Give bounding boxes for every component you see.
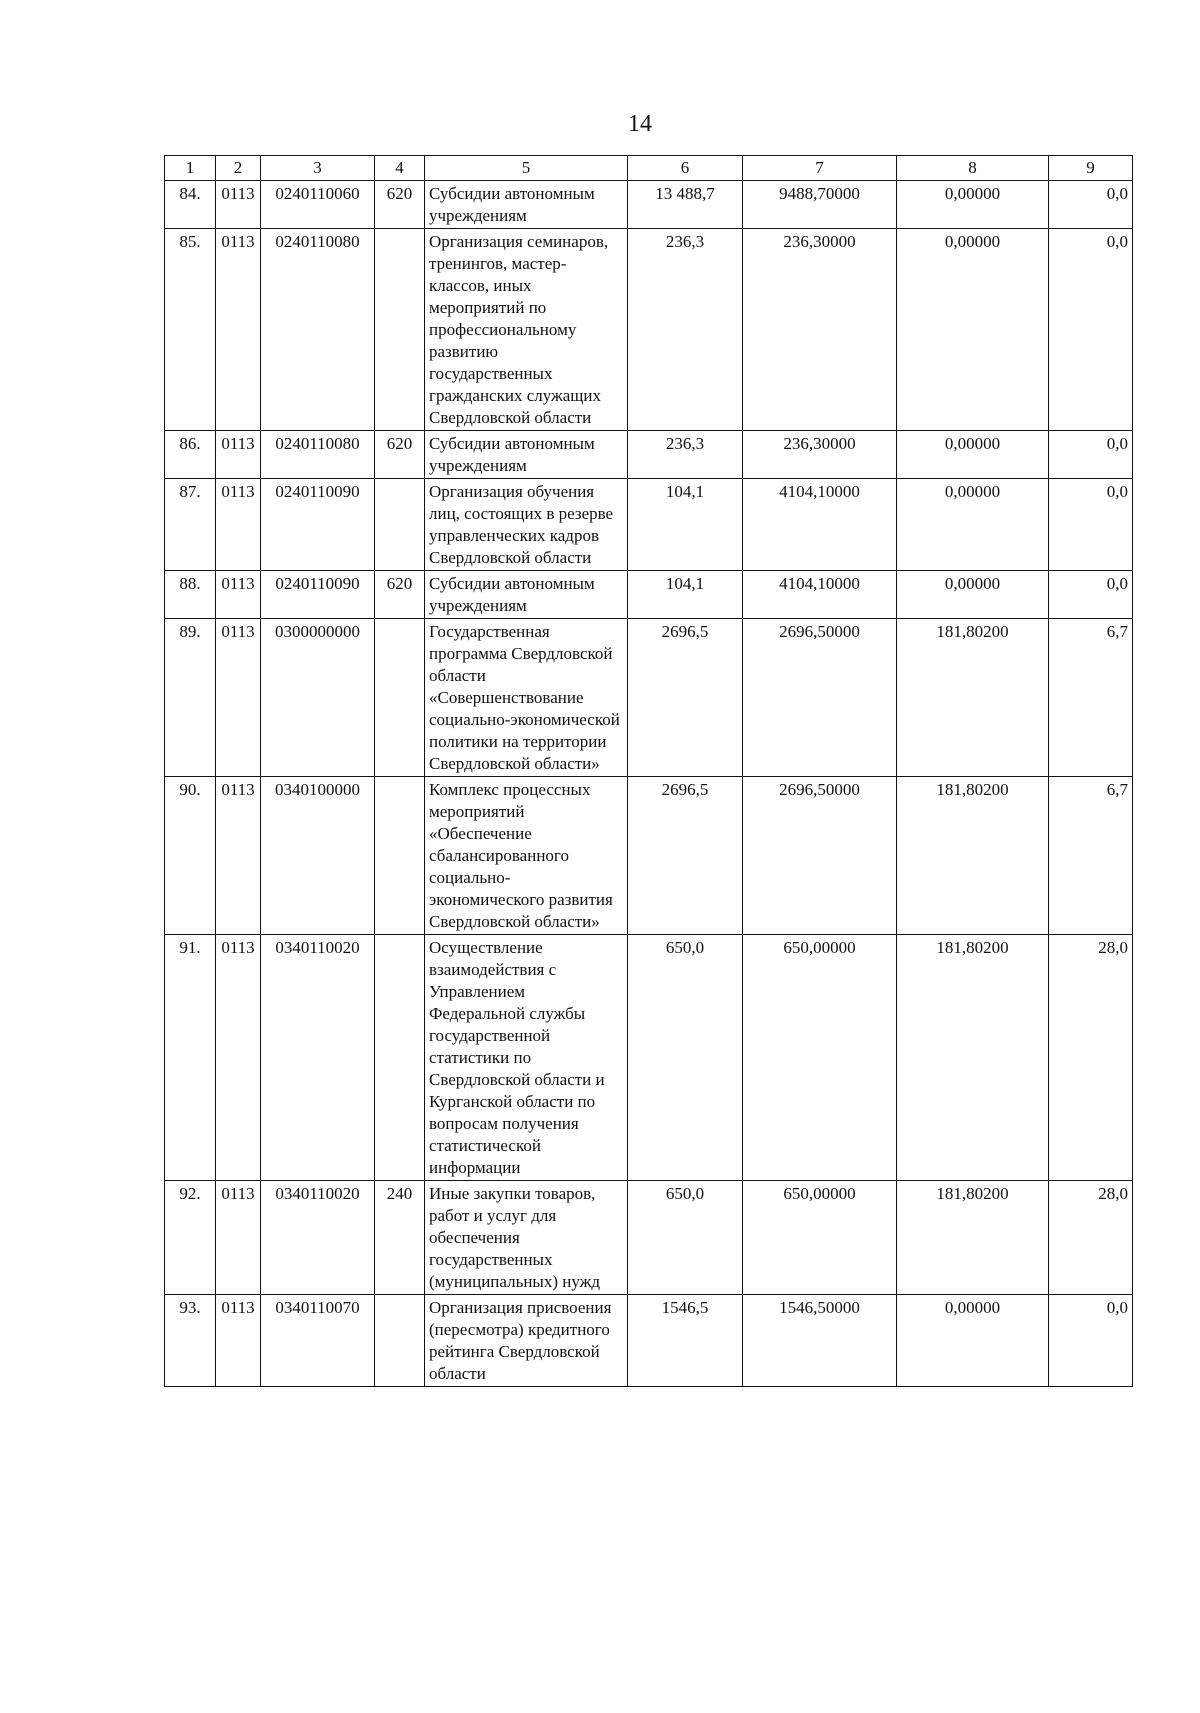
expense-name-cell: Комплекс процессных мероприятий «Обеспечение сбалансированного социально-экономического развития Свердловской области» [425,777,628,935]
col-header: 8 [897,156,1049,181]
target-article-code-cell: 0300000000 [261,619,375,777]
section-code-cell: 0113 [216,619,261,777]
execution-percent-cell: 6,7 [1049,619,1133,777]
section-code-cell: 0113 [216,777,261,935]
table-row [165,1181,1133,1295]
executed-amount-cell: 181,80200 [897,1181,1049,1295]
expense-type-code-cell [375,777,425,935]
executed-amount-cell: 0,00000 [897,571,1049,619]
col-header: 7 [743,156,897,181]
approved-amount-cell: 104,1 [628,571,743,619]
section-code-cell: 0113 [216,1295,261,1387]
approved-amount-cell: 2696,5 [628,619,743,777]
approved-amount-cell: 13 488,7 [628,181,743,229]
row-number-cell: 92. [165,1181,216,1295]
planned-amount-cell: 4104,10000 [743,479,897,571]
row-number-cell: 88. [165,571,216,619]
planned-amount-cell: 2696,50000 [743,777,897,935]
table-header-row [165,156,1133,181]
section-code-cell: 0113 [216,479,261,571]
approved-amount-cell: 2696,5 [628,777,743,935]
execution-percent-cell: 0,0 [1049,571,1133,619]
target-article-code-cell: 0340110020 [261,935,375,1181]
executed-amount-cell: 181,80200 [897,777,1049,935]
executed-amount-cell: 0,00000 [897,181,1049,229]
target-article-code-cell: 0240110080 [261,229,375,431]
table-row [165,619,1133,777]
execution-percent-cell: 0,0 [1049,431,1133,479]
execution-percent-cell: 28,0 [1049,935,1133,1181]
planned-amount-cell: 650,00000 [743,1181,897,1295]
expense-name-cell: Организация присвоения (пересмотра) кредитного рейтинга Свердловской области [425,1295,628,1387]
expense-name-cell: Субсидии автономным учреждениям [425,181,628,229]
col-header: 9 [1049,156,1133,181]
section-code-cell: 0113 [216,571,261,619]
executed-amount-cell: 0,00000 [897,229,1049,431]
target-article-code-cell: 0340110020 [261,1181,375,1295]
target-article-code-cell: 0340100000 [261,777,375,935]
planned-amount-cell: 4104,10000 [743,571,897,619]
expense-type-code-cell: 620 [375,431,425,479]
approved-amount-cell: 236,3 [628,431,743,479]
executed-amount-cell: 181,80200 [897,935,1049,1181]
page-number-text: 14 [628,111,652,137]
approved-amount-cell: 236,3 [628,229,743,431]
section-code-cell: 0113 [216,431,261,479]
row-number-cell: 93. [165,1295,216,1387]
execution-percent-cell: 0,0 [1049,479,1133,571]
expense-name-cell: Иные закупки товаров, работ и услуг для обеспечения государственных (муниципальных) нужд [425,1181,628,1295]
planned-amount-cell: 236,30000 [743,229,897,431]
expense-type-code-cell: 620 [375,181,425,229]
section-code-cell: 0113 [216,935,261,1181]
executed-amount-cell: 0,00000 [897,479,1049,571]
executed-amount-cell: 0,00000 [897,431,1049,479]
expense-name-cell: Субсидии автономным учреждениям [425,571,628,619]
page-number [0,110,1200,138]
expense-type-code-cell [375,935,425,1181]
target-article-code-cell: 0240110080 [261,431,375,479]
table-row [165,229,1133,431]
col-header: 1 [165,156,216,181]
row-number-cell: 87. [165,479,216,571]
row-number-cell: 84. [165,181,216,229]
col-header: 4 [375,156,425,181]
target-article-code-cell: 0340110070 [261,1295,375,1387]
col-header: 5 [425,156,628,181]
execution-percent-cell: 0,0 [1049,1295,1133,1387]
row-number-cell: 91. [165,935,216,1181]
expense-name-cell: Субсидии автономным учреждениям [425,431,628,479]
section-code-cell: 0113 [216,229,261,431]
expense-type-code-cell [375,479,425,571]
planned-amount-cell: 236,30000 [743,431,897,479]
planned-amount-cell: 9488,70000 [743,181,897,229]
expense-type-code-cell [375,619,425,777]
expense-type-code-cell [375,1295,425,1387]
planned-amount-cell: 2696,50000 [743,619,897,777]
planned-amount-cell: 650,00000 [743,935,897,1181]
approved-amount-cell: 104,1 [628,479,743,571]
expense-name-cell: Организация семинаров, тренингов, мастер-классов, иных мероприятий по профессиональному развитию государственных гражданских служащих Свердловской области [425,229,628,431]
executed-amount-cell: 181,80200 [897,619,1049,777]
execution-percent-cell: 28,0 [1049,1181,1133,1295]
execution-percent-cell: 0,0 [1049,181,1133,229]
expense-name-cell: Государственная программа Свердловской области «Совершенствование социально-экономической политики на территории Свердловской области» [425,619,628,777]
execution-percent-cell: 6,7 [1049,777,1133,935]
table-row [165,777,1133,935]
table-row [165,935,1133,1181]
approved-amount-cell: 1546,5 [628,1295,743,1387]
planned-amount-cell: 1546,50000 [743,1295,897,1387]
execution-percent-cell: 0,0 [1049,229,1133,431]
row-number-cell: 86. [165,431,216,479]
executed-amount-cell: 0,00000 [897,1295,1049,1387]
row-number-cell: 89. [165,619,216,777]
expense-type-code-cell [375,229,425,431]
section-code-cell: 0113 [216,1181,261,1295]
budget-table [164,155,1133,1387]
table-row [165,479,1133,571]
row-number-cell: 85. [165,229,216,431]
target-article-code-cell: 0240110090 [261,479,375,571]
table-row [165,431,1133,479]
row-number-cell: 90. [165,777,216,935]
expense-name-cell: Осуществление взаимодействия с Управлением Федеральной службы государственной статистики по Свердловской области и Курганской области по вопросам получения статистической информации [425,935,628,1181]
expense-name-cell: Организация обучения лиц, состоящих в резерве управленческих кадров Свердловской области [425,479,628,571]
expense-type-code-cell: 620 [375,571,425,619]
col-header: 2 [216,156,261,181]
approved-amount-cell: 650,0 [628,1181,743,1295]
col-header: 6 [628,156,743,181]
expense-type-code-cell: 240 [375,1181,425,1295]
col-header: 3 [261,156,375,181]
table-row [165,571,1133,619]
approved-amount-cell: 650,0 [628,935,743,1181]
section-code-cell: 0113 [216,181,261,229]
table-row [165,1295,1133,1387]
target-article-code-cell: 0240110060 [261,181,375,229]
table-row [165,181,1133,229]
target-article-code-cell: 0240110090 [261,571,375,619]
